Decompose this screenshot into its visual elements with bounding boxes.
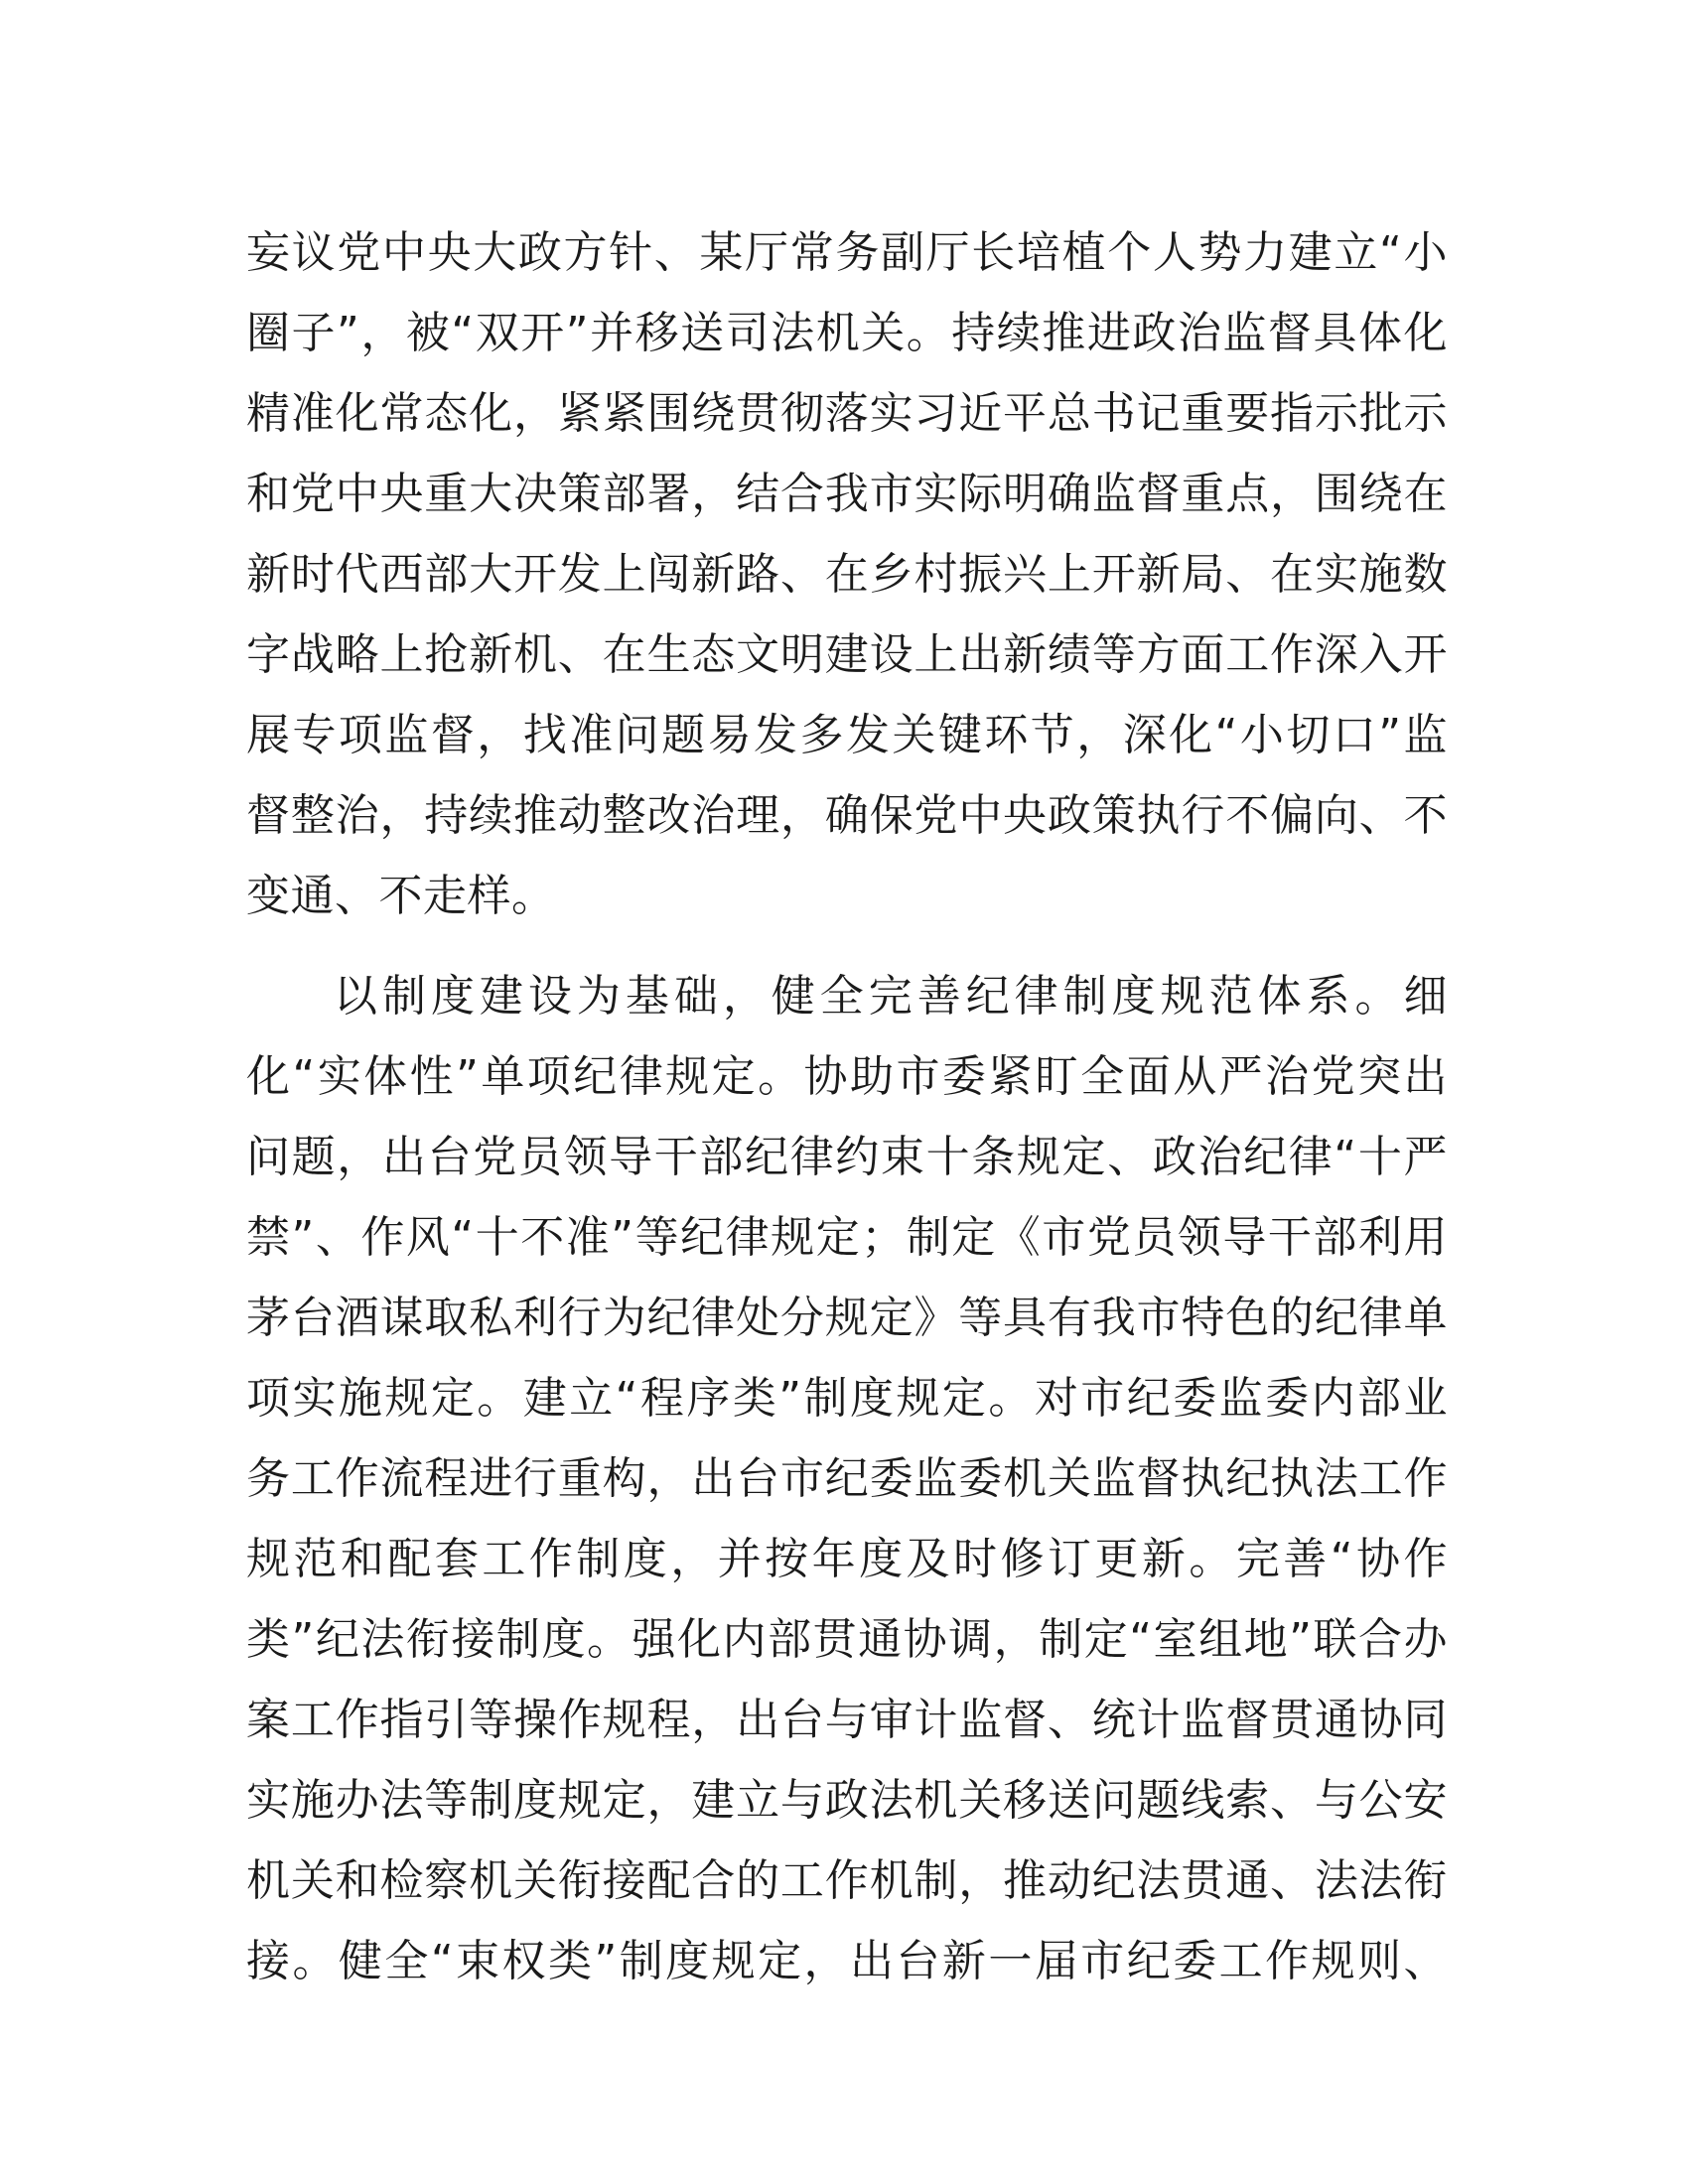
body-text — [246, 212, 1448, 2001]
text-line: 机关和检察机关衔接配合的工作机制，推动纪法贯通、法法衔 — [246, 1855, 1448, 1906]
text-line: 茅台酒谋取私利行为纪律处分规定》等具有我市特色的纪律单 — [246, 1293, 1448, 1343]
paragraph-1 — [246, 212, 1448, 936]
text-line: 实施办法等制度规定，建立与政法机关移送问题线索、与公安 — [246, 1775, 1448, 1826]
text-line: 问题，出台党员领导干部纪律约束十条规定、政治纪律“十严 — [246, 1132, 1448, 1182]
paragraph-2 — [246, 956, 1448, 2001]
text-line: 展专项监督，找准问题易发多发关键环节，深化“小切口”监 — [246, 710, 1448, 760]
text-line: 接。健全“束权类”制度规定，出台新一届市纪委工作规则、 — [246, 1936, 1448, 1986]
text-line: 务工作流程进行重构，出台市纪委监委机关监督执纪执法工作 — [246, 1453, 1448, 1504]
text-line-first: 以制度建设为基础，健全完善纪律制度规范体系。细 — [334, 971, 1448, 1022]
text-line: 圈子”，被“双开”并移送司法机关。持续推进政治监督具体化 — [246, 308, 1448, 358]
text-line: 化“实体性”单项纪律规定。协助市委紧盯全面从严治党突出 — [246, 1051, 1448, 1102]
text-line: 新时代西部大开发上闯新路、在乡村振兴上开新局、在实施数 — [246, 549, 1448, 600]
text-line: 妄议党中央大政方针、某厅常务副厅长培植个人势力建立“小 — [246, 227, 1448, 278]
text-line: 类”纪法衔接制度。强化内部贯通协调，制定“室组地”联合办 — [246, 1614, 1448, 1665]
text-line: 精准化常态化，紧紧围绕贯彻落实习近平总书记重要指示批示 — [246, 388, 1448, 439]
text-line: 和党中央重大决策部署，结合我市实际明确监督重点，围绕在 — [246, 469, 1448, 519]
text-line: 督整治，持续推动整改治理，确保党中央政策执行不偏向、不 — [246, 790, 1448, 841]
text-line: 字战略上抢新机、在生态文明建设上出新绩等方面工作深入开 — [246, 629, 1448, 680]
text-line: 禁”、作风“十不准”等纪律规定；制定《市党员领导干部利用 — [246, 1212, 1448, 1263]
paragraph-gap — [246, 936, 1448, 956]
text-line: 规范和配套工作制度，并按年度及时修订更新。完善“协作 — [246, 1534, 1448, 1584]
text-line: 案工作指引等操作规程，出台与审计监督、统计监督贯通协同 — [246, 1695, 1448, 1745]
text-line: 项实施规定。建立“程序类”制度规定。对市纪委监委内部业 — [246, 1373, 1448, 1424]
text-line-last: 变通、不走样。 — [246, 871, 556, 921]
